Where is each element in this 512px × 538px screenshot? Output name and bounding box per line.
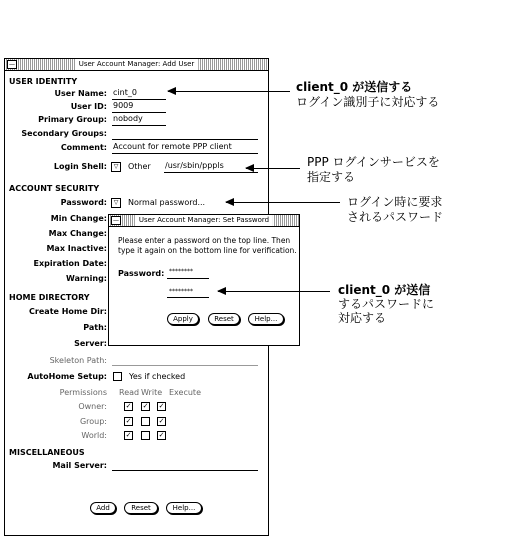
min-change-label: Min Change: — [50, 214, 107, 223]
write-header: Write — [141, 388, 163, 397]
annotation-password-2: されるパスワード — [347, 210, 444, 224]
annotation-password-1: ログイン時に要求 — [347, 195, 443, 209]
create-home-dir-label: Create Home Dir: — [29, 307, 107, 316]
comment-value: Account for remote PPP client — [113, 142, 232, 151]
skeleton-path-label: Skeleton Path: — [49, 356, 107, 365]
world-execute-checkbox[interactable]: ✓ — [158, 431, 165, 439]
comment-label: Comment: — [60, 143, 107, 152]
login-shell-label: Login Shell: — [53, 162, 107, 171]
dialog-password-label: Password: — [118, 269, 165, 278]
secondary-groups-field[interactable] — [112, 139, 258, 140]
mail-server-label: Mail Server: — [52, 461, 107, 470]
dialog-reset-button[interactable]: Reset — [208, 313, 240, 325]
autohome-text: Yes if checked — [129, 372, 186, 381]
expiration-date-label: Expiration Date: — [33, 259, 107, 268]
owner-label: Owner: — [78, 402, 107, 411]
execute-header: Execute — [169, 388, 201, 397]
dialog-arrow — [218, 291, 330, 292]
autohome-label: AutoHome Setup: — [27, 372, 107, 381]
mail-server-field[interactable] — [112, 470, 258, 471]
user-id-value: 9009 — [113, 101, 134, 110]
user-name-label: User Name: — [54, 89, 107, 98]
dialog-password-field[interactable] — [167, 278, 209, 279]
login-shell-option: Other — [128, 162, 151, 171]
home-directory-heading: HOME DIRECTORY — [9, 293, 90, 302]
window-title: User Account Manager: Add User — [75, 59, 199, 70]
owner-read-checkbox[interactable]: ✓ — [125, 402, 132, 410]
login-shell-value: /usr/sbin/pppls — [165, 161, 224, 170]
misc-heading: MISCELLANEOUS — [9, 448, 85, 457]
primary-group-label: Primary Group: — [38, 115, 107, 124]
user-id-field[interactable] — [112, 112, 166, 113]
owner-write-checkbox[interactable]: ✓ — [142, 402, 149, 410]
user-name-field[interactable] — [112, 99, 166, 100]
login-shell-field[interactable] — [164, 172, 258, 173]
window-titlebar[interactable] — [5, 59, 268, 71]
set-password-dialog — [108, 214, 300, 346]
annotation-shell-1: PPP ログインサービスを — [307, 155, 440, 169]
server-label: Server: — [74, 339, 107, 348]
password-label: Password: — [60, 198, 107, 207]
group-label: Group: — [79, 417, 107, 426]
dialog-title: User Account Manager: Set Password — [135, 215, 273, 226]
reset-button[interactable]: Reset — [124, 502, 158, 514]
group-execute-checkbox[interactable]: ✓ — [158, 417, 165, 425]
dialog-help-button[interactable]: Help... — [248, 313, 284, 325]
annotation-dialog-3: 対応する — [338, 311, 387, 325]
autohome-checkbox[interactable] — [113, 372, 122, 381]
user-identity-heading: USER IDENTITY — [9, 77, 78, 86]
user-name-value: cint_0 — [113, 88, 137, 97]
annotation-dialog-2: するパスワードに — [338, 297, 435, 311]
annotation-dialog-1: client_0 が送信 — [338, 283, 431, 297]
dialog-verify-mask: ******** — [169, 288, 193, 295]
max-inactive-label: Max Inactive: — [46, 244, 107, 253]
help-button[interactable]: Help... — [166, 502, 202, 514]
window-menu-button[interactable]: — — [9, 61, 15, 68]
owner-execute-checkbox[interactable]: ✓ — [158, 402, 165, 410]
annotation-user-name-1: client_0 が送信する — [296, 80, 413, 94]
primary-group-field[interactable] — [112, 125, 166, 126]
primary-group-value: nobody — [113, 114, 143, 123]
comment-field[interactable] — [112, 153, 258, 154]
login-shell-dropdown-icon[interactable]: ▽ — [111, 162, 121, 172]
password-dropdown-icon[interactable]: ▽ — [111, 198, 121, 208]
dialog-verify-field[interactable] — [167, 297, 209, 298]
dialog-titlebar[interactable] — [109, 215, 299, 227]
path-label: Path: — [83, 323, 107, 332]
annotation-shell-2: 指定する — [307, 170, 356, 184]
warning-label: Warning: — [66, 274, 107, 283]
skeleton-path-field[interactable] — [112, 365, 258, 366]
add-button[interactable]: Add — [90, 502, 116, 514]
group-write-checkbox[interactable] — [141, 417, 150, 426]
password-arrow — [226, 202, 340, 203]
permissions-label: Permissions — [59, 388, 107, 397]
account-security-heading: ACCOUNT SECURITY — [9, 184, 100, 193]
shell-arrow — [246, 168, 300, 169]
password-menu-value[interactable]: Normal password... — [128, 198, 206, 207]
apply-button[interactable]: Apply — [167, 313, 199, 325]
dialog-instructions-line2: type it again on the bottom line for verification. — [118, 246, 297, 255]
user-id-label: User ID: — [70, 102, 107, 111]
max-change-label: Max Change: — [48, 229, 107, 238]
world-label: World: — [81, 431, 107, 440]
dialog-password-mask: ******** — [169, 268, 193, 275]
secondary-groups-label: Secondary Groups: — [21, 129, 107, 138]
user-name-arrow — [168, 91, 290, 92]
annotation-user-name-2: ログイン識別子に対応する — [296, 95, 440, 109]
read-header: Read — [119, 388, 140, 397]
world-read-checkbox[interactable]: ✓ — [125, 431, 132, 439]
world-write-checkbox[interactable] — [141, 431, 150, 440]
dialog-instructions-line1: Please enter a password on the top line. Then — [118, 236, 291, 245]
group-read-checkbox[interactable]: ✓ — [125, 417, 132, 425]
dialog-menu-button[interactable]: — — [113, 217, 119, 224]
